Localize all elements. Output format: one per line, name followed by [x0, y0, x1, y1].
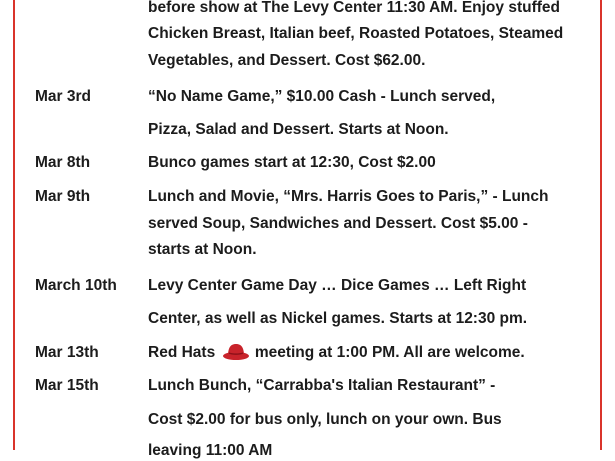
- event-description-line: Center, as well as Nickel games. Starts at 12:30 pm.: [148, 310, 528, 327]
- red-hat-icon: [222, 343, 250, 367]
- event-description-line: Vegetables, and Dessert. Cost $62.00.: [148, 52, 426, 69]
- event-date: Mar 13th: [35, 344, 99, 361]
- event-date: Mar 15th: [35, 377, 99, 394]
- red-hats-label: Red Hats: [148, 344, 216, 361]
- left-border-rule: [13, 0, 15, 450]
- event-date: March 10th: [35, 277, 117, 294]
- event-description-line: Chicken Breast, Italian beef, Roasted Potatoes, Steamed: [148, 25, 564, 42]
- event-date: Mar 9th: [35, 188, 91, 205]
- event-description-line: “No Name Game,” $10.00 Cash - Lunch served,: [148, 88, 496, 105]
- event-description-line: Lunch and Movie, “Mrs. Harris Goes to Paris,” - Lunch: [148, 188, 549, 205]
- right-border-rule: [600, 0, 602, 450]
- event-description-line: Levy Center Game Day … Dice Games … Left Right: [148, 277, 527, 294]
- event-description-line: [148, 343, 525, 367]
- event-date: Mar 8th: [35, 154, 91, 171]
- event-date: Mar 3rd: [35, 88, 91, 105]
- event-description-line: Lunch Bunch, “Carrabba's Italian Restaurant” -: [148, 377, 496, 394]
- event-description-line: starts at Noon.: [148, 241, 257, 258]
- event-description-line: leaving 11:00 AM: [148, 442, 273, 459]
- meeting-text: meeting at 1:00 PM. All are welcome.: [254, 344, 525, 361]
- event-description-line: Cost $2.00 for bus only, lunch on your own. Bus: [148, 411, 502, 428]
- event-description-line: served Soup, Sandwiches and Dessert. Cost $5.00 -: [148, 215, 528, 232]
- event-description-line: Pizza, Salad and Dessert. Starts at Noon.: [148, 121, 449, 138]
- event-description-line: Bunco games start at 12:30, Cost $2.00: [148, 154, 436, 171]
- event-description-line: before show at The Levy Center 11:30 AM. Enjoy stuffed: [148, 0, 560, 16]
